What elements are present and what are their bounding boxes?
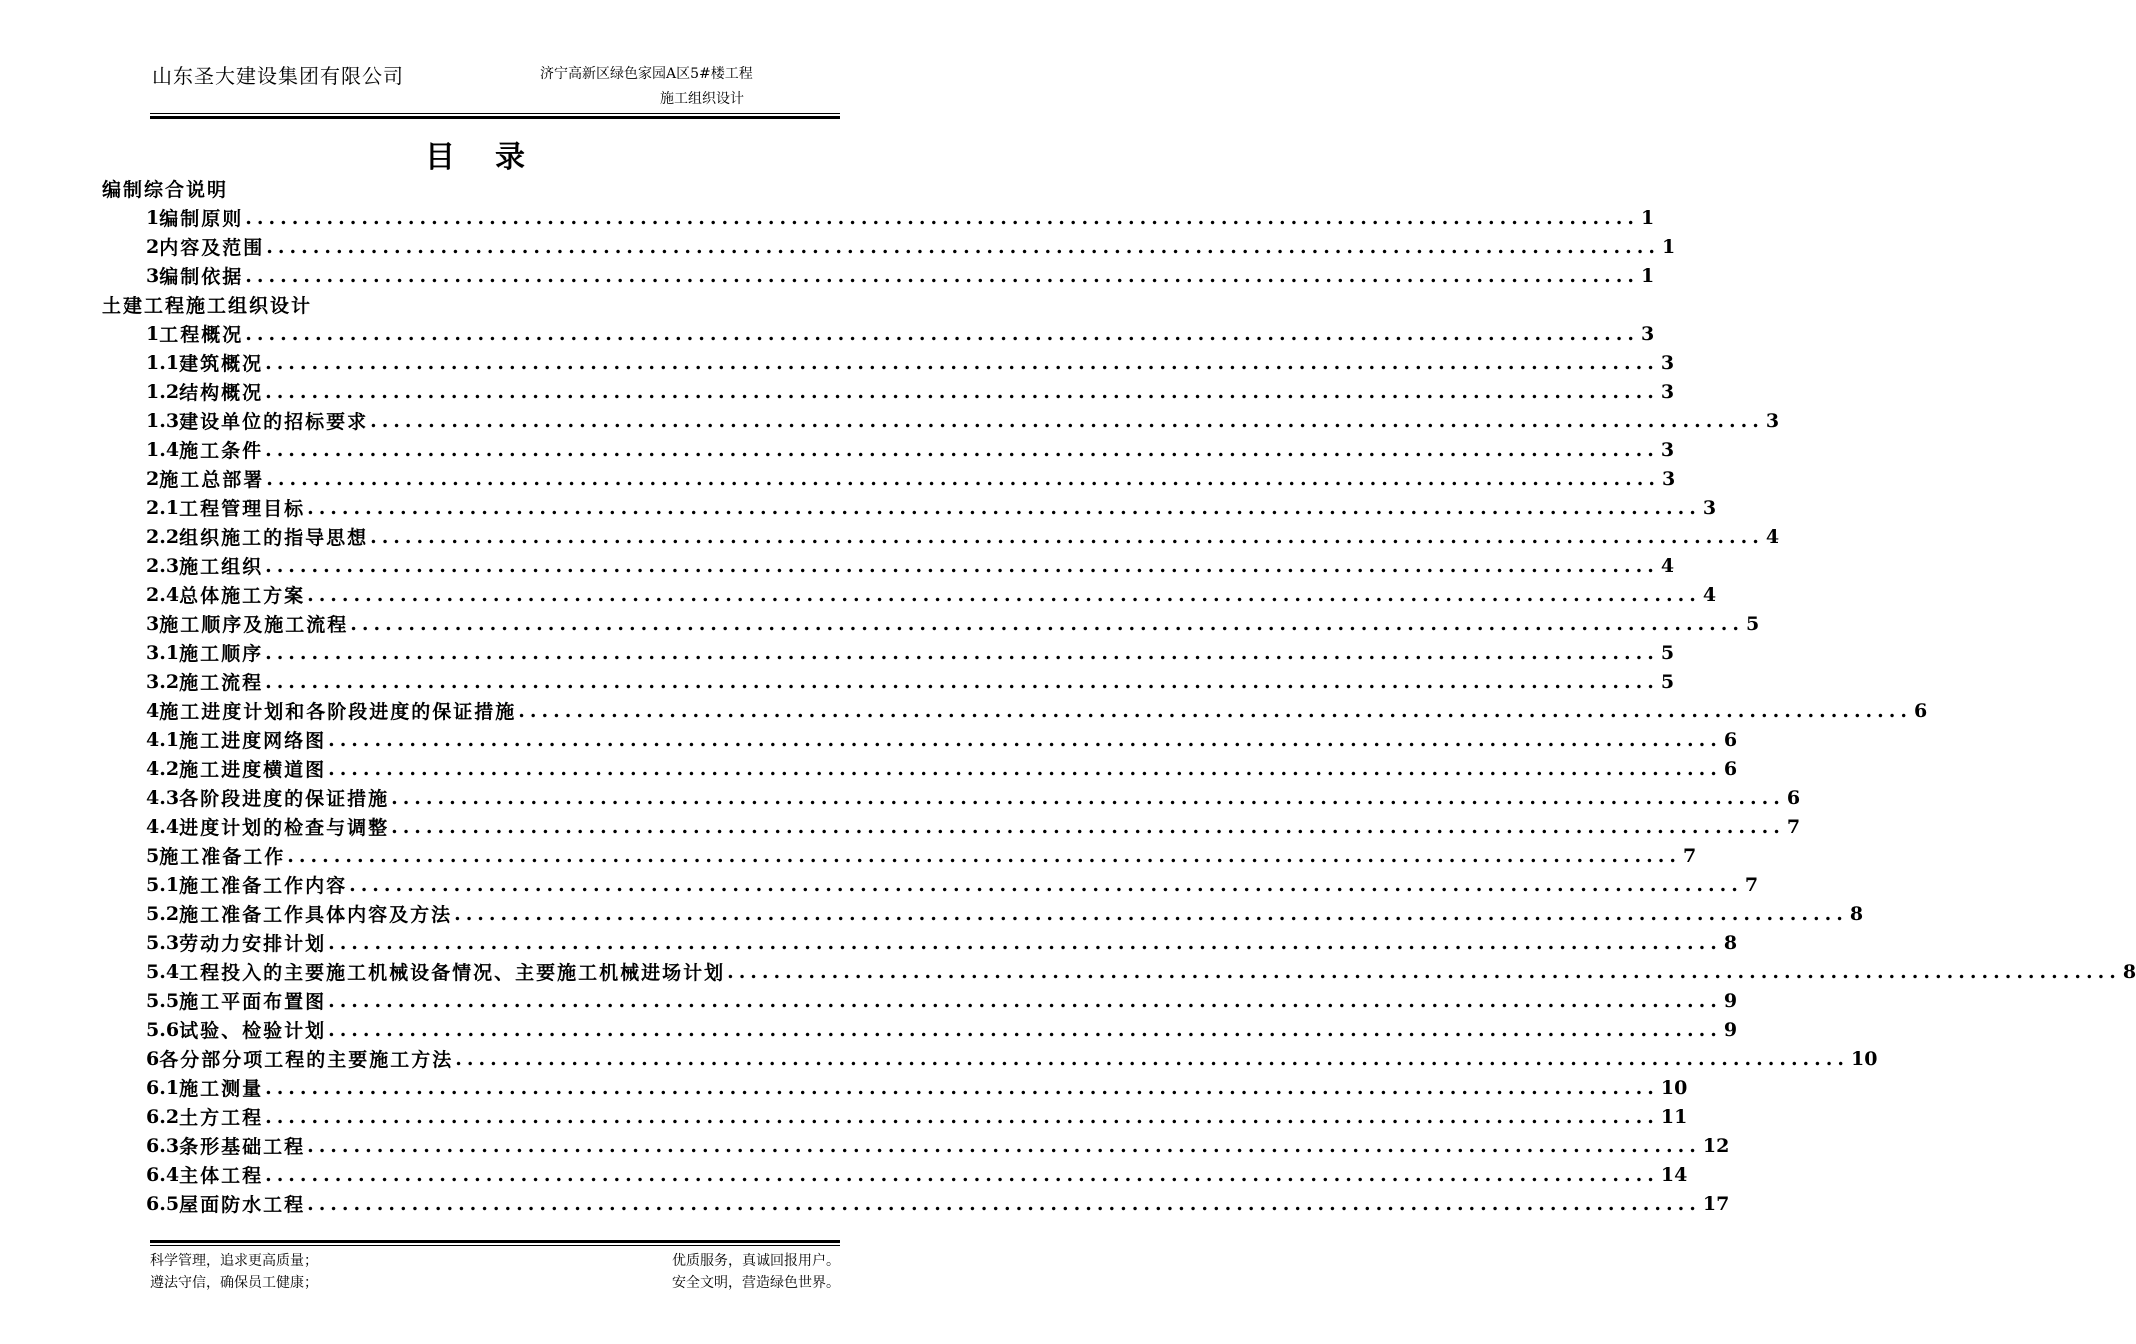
toc-entry-title: 工程概况 [159, 324, 244, 346]
toc-entry [146, 928, 1738, 957]
toc-entry-title: 施工流程 [179, 672, 264, 694]
toc-page-number: 3 [1641, 322, 1655, 345]
toc-entry-number: 5.1 [146, 873, 180, 896]
toc-leader-dots: ........................................................................................................................ [265, 351, 1659, 374]
toc-entry-number: 2.3 [146, 554, 180, 577]
toc-entry-number: 4.1 [146, 728, 180, 751]
toc-entry-title: 工程投入的主要施工机械设备情况、主要施工机械进场计划 [179, 962, 726, 984]
toc-leader-dots: ........................................................................................................................ [727, 960, 2121, 983]
toc-entry [146, 406, 1780, 435]
toc-entry-number: 5.6 [146, 1018, 180, 1041]
toc-entry-title: 施工进度横道图 [179, 759, 327, 781]
toc-page-number: 10 [1851, 1047, 1878, 1070]
toc-leader-dots: ........................................................................................................................ [265, 380, 1659, 403]
toc-leader-dots: ........................................................................................................................ [265, 1105, 1659, 1128]
toc-entry-title: 土方工程 [179, 1107, 264, 1129]
toc-page-number: 3 [1702, 496, 1717, 519]
toc-entry [146, 841, 1697, 870]
toc-entry-number: 2.2 [146, 525, 180, 548]
toc-page-number: 6 [1723, 728, 1738, 751]
toc-section-title: 土建工程施工组织设计 [102, 295, 313, 317]
toc-page-number: 3 [1660, 438, 1675, 461]
toc-page-number: 6 [1723, 757, 1738, 780]
toc-entry-number: 6.4 [146, 1163, 180, 1186]
toc-entry [146, 232, 1676, 261]
toc-entry-title: 试验、检验计划 [179, 1020, 327, 1042]
toc-leader-dots: ........................................................................................................................ [245, 264, 1640, 287]
toc-leader-dots: ........................................................................................................................ [265, 1163, 1659, 1186]
toc-entry-title: 施工平面布置图 [179, 991, 327, 1013]
toc-entry [146, 986, 1738, 1015]
toc-entry-title: 进度计划的检查与调整 [179, 817, 390, 839]
toc-leader-dots: ........................................................................................................................ [307, 496, 1701, 519]
toc-leader-dots: ........................................................................................................................ [370, 409, 1764, 432]
toc-entry [146, 319, 1655, 348]
toc-page-number: 3 [1662, 467, 1676, 490]
toc-entry-number: 6 [146, 1047, 160, 1070]
toc-page-number: 4 [1765, 525, 1780, 548]
toc-entry [146, 261, 1655, 290]
toc-entry [146, 1189, 1730, 1218]
toc-entry [146, 522, 1780, 551]
toc-entry [146, 377, 1675, 406]
toc-entry-number: 4.2 [146, 757, 180, 780]
toc-leader-dots: ........................................................................................................................ [391, 786, 1785, 809]
toc-entry-title: 编制原则 [159, 208, 244, 230]
toc-entry-title: 施工测量 [179, 1078, 264, 1100]
toc-entry [146, 899, 1864, 928]
toc-entry-title: 施工准备工作 [159, 846, 286, 868]
toc-page-number: 6 [1914, 699, 1928, 722]
toc-page-number: 7 [1683, 844, 1697, 867]
toc-entry-number: 3 [146, 612, 160, 635]
toc-entry-number: 1.3 [146, 409, 180, 432]
toc-page-number: 5 [1660, 670, 1675, 693]
toc-entry-number: 1.4 [146, 438, 180, 461]
toc-entry-number: 5.5 [146, 989, 180, 1012]
toc-entry-title: 施工准备工作具体内容及方法 [179, 904, 453, 926]
toc-entry-title: 屋面防水工程 [179, 1194, 306, 1216]
toc-page-number: 1 [1662, 235, 1676, 258]
toc-section-title: 编制综合说明 [102, 179, 229, 201]
toc-page-number: 5 [1746, 612, 1760, 635]
toc-entry [146, 638, 1675, 667]
toc-section-heading [102, 290, 312, 319]
toc-entry-title: 施工进度网络图 [179, 730, 327, 752]
toc-entry-number: 5.3 [146, 931, 180, 954]
toc-entry-number: 1.2 [146, 380, 180, 403]
toc-entry-title: 工程管理目标 [179, 498, 306, 520]
toc-page-number: 11 [1660, 1105, 1688, 1128]
toc-entry-number: 6.3 [146, 1134, 180, 1157]
toc-leader-dots: ........................................................................................................................ [328, 1018, 1722, 1041]
toc-entry-title: 施工总部署 [159, 469, 265, 491]
toc-leader-dots: ........................................................................................................................ [265, 670, 1659, 693]
toc-page-number: 4 [1702, 583, 1717, 606]
toc-entry-title: 各分部分项工程的主要施工方法 [159, 1049, 454, 1071]
header-rule-thin [150, 113, 840, 114]
toc-entry-number: 5 [146, 844, 160, 867]
toc-page-number: 9 [1723, 1018, 1738, 1041]
toc-leader-dots: ........................................................................................................................ [307, 1192, 1701, 1215]
toc-page-number: 3 [1660, 380, 1675, 403]
toc-entry-number: 6.2 [146, 1105, 180, 1128]
toc-entry-number: 6.1 [146, 1076, 180, 1099]
toc-entry-title: 各阶段进度的保证措施 [179, 788, 390, 810]
toc-entry-number: 3.2 [146, 670, 180, 693]
toc-entry [146, 783, 1801, 812]
toc-entry [146, 754, 1738, 783]
toc-entry-title: 组织施工的指导思想 [179, 527, 369, 549]
toc-entry-number: 1 [146, 322, 160, 345]
toc-leader-dots: ........................................................................................................................ [391, 815, 1785, 838]
toc-leader-dots: ........................................................................................................................ [328, 728, 1722, 751]
toc-entry-number: 3.1 [146, 641, 180, 664]
toc-entry-title: 施工进度计划和各阶段进度的保证措施 [159, 701, 517, 723]
toc-entry [146, 1015, 1738, 1044]
toc-entry [146, 1102, 1688, 1131]
footer-motto-right-1: 优质服务，真诚回报用户。 [672, 1253, 840, 1269]
toc-entry-title: 建设单位的招标要求 [179, 411, 369, 433]
toc-entry [146, 493, 1717, 522]
toc-leader-dots: ........................................................................................................................ [287, 844, 1682, 867]
toc-entry-number: 1 [146, 206, 160, 229]
toc-page-number: 1 [1641, 264, 1655, 287]
toc-leader-dots: ........................................................................................................................ [265, 438, 1659, 461]
toc-page-number: 9 [1723, 989, 1738, 1012]
toc-entry-number: 5.2 [146, 902, 180, 925]
toc-leader-dots: ........................................................................................................................ [307, 1134, 1701, 1157]
toc-entry [146, 464, 1676, 493]
toc-leader-dots: ........................................................................................................................ [266, 467, 1661, 490]
toc-leader-dots: ........................................................................................................................ [265, 641, 1659, 664]
toc-entry [146, 609, 1760, 638]
toc-entry [146, 1044, 1878, 1073]
toc-entry [146, 812, 1801, 841]
toc-entry [146, 725, 1738, 754]
page-title: 目录 [425, 140, 565, 175]
company-name: 山东圣大建设集团有限公司 [152, 64, 404, 88]
toc-entry-title: 施工准备工作内容 [179, 875, 348, 897]
toc-leader-dots: ........................................................................................................................ [307, 583, 1701, 606]
toc-entry [146, 551, 1675, 580]
toc-page-number: 10 [1660, 1076, 1688, 1099]
toc-entry [146, 1131, 1730, 1160]
toc-entry-title: 总体施工方案 [179, 585, 306, 607]
toc-entry [146, 580, 1717, 609]
toc-leader-dots: ........................................................................................................................ [328, 757, 1722, 780]
toc-page-number: 14 [1660, 1163, 1688, 1186]
toc-entry-number: 2.4 [146, 583, 180, 606]
toc-page-number: 3 [1660, 351, 1675, 374]
toc-page-number: 8 [2122, 960, 2136, 983]
toc-section-heading [102, 174, 228, 203]
toc-leader-dots: ........................................................................................................................ [454, 902, 1848, 925]
toc-leader-dots: ........................................................................................................................ [349, 873, 1743, 896]
toc-entry-number: 4.4 [146, 815, 180, 838]
toc-entry-number: 5.4 [146, 960, 180, 983]
footer-rule-thin [150, 1245, 840, 1246]
toc-leader-dots: ........................................................................................................................ [455, 1047, 1850, 1070]
toc-page-number: 7 [1786, 815, 1801, 838]
toc-entry [146, 1160, 1688, 1189]
toc-page-number: 17 [1702, 1192, 1730, 1215]
toc-page-number: 4 [1660, 554, 1675, 577]
toc-leader-dots: ........................................................................................................................ [265, 554, 1659, 577]
toc-entry-number: 4.3 [146, 786, 180, 809]
toc-page-number: 12 [1702, 1134, 1730, 1157]
toc-entry-title: 劳动力安排计划 [179, 933, 327, 955]
toc-leader-dots: ........................................................................................................................ [265, 1076, 1659, 1099]
toc-entry-title: 施工条件 [179, 440, 264, 462]
toc-entry [146, 435, 1675, 464]
toc-entry-number: 2 [146, 235, 160, 258]
toc-entry [146, 870, 1759, 899]
project-name: 济宁高新区绿色家园A区5#楼工程 [540, 66, 753, 82]
toc-page-number: 8 [1723, 931, 1738, 954]
toc-entry [146, 957, 2136, 986]
toc-entry-number: 2.1 [146, 496, 180, 519]
toc-entry [146, 696, 1928, 725]
toc-leader-dots: ........................................................................................................................ [245, 322, 1640, 345]
toc-leader-dots: ........................................................................................................................ [518, 699, 1913, 722]
toc-entry-title: 施工顺序 [179, 643, 264, 665]
toc-entry-number: 3 [146, 264, 160, 287]
toc-leader-dots: ........................................................................................................................ [245, 206, 1640, 229]
toc-leader-dots: ........................................................................................................................ [370, 525, 1764, 548]
toc-page-number: 6 [1786, 786, 1801, 809]
toc-leader-dots: ........................................................................................................................ [328, 931, 1722, 954]
header-rule-thick [150, 116, 840, 119]
toc-page-number: 3 [1765, 409, 1780, 432]
toc-entry [146, 667, 1675, 696]
footer-rule-thick [150, 1240, 840, 1243]
toc-page-number: 8 [1849, 902, 1864, 925]
toc-entry-number: 2 [146, 467, 160, 490]
toc-entry-number: 1.1 [146, 351, 180, 374]
toc-entry-title: 条形基础工程 [179, 1136, 306, 1158]
toc-leader-dots: ........................................................................................................................ [328, 989, 1722, 1012]
footer-motto-right-2: 安全文明，营造绿色世界。 [672, 1275, 840, 1291]
toc-entry-title: 建筑概况 [179, 353, 264, 375]
toc-entry-title: 施工顺序及施工流程 [159, 614, 349, 636]
toc-entry [146, 348, 1675, 377]
toc-entry-title: 主体工程 [179, 1165, 264, 1187]
toc-leader-dots: ........................................................................................................................ [350, 612, 1745, 635]
footer-motto-left-1: 科学管理，追求更高质量； [150, 1253, 318, 1269]
document-type: 施工组织设计 [660, 91, 744, 107]
toc-page-number: 7 [1744, 873, 1759, 896]
toc-entry-title: 内容及范围 [159, 237, 265, 259]
toc-entry-number: 4 [146, 699, 160, 722]
toc-entry-title: 结构概况 [179, 382, 264, 404]
toc-entry [146, 203, 1655, 232]
toc-page-number: 1 [1641, 206, 1655, 229]
toc-entry [146, 1073, 1688, 1102]
toc-entry-number: 6.5 [146, 1192, 180, 1215]
toc-page-number: 5 [1660, 641, 1675, 664]
toc-leader-dots: ........................................................................................................................ [266, 235, 1661, 258]
toc-entry-title: 施工组织 [179, 556, 264, 578]
footer-motto-left-2: 遵法守信，确保员工健康； [150, 1275, 318, 1291]
toc-entry-title: 编制依据 [159, 266, 244, 288]
